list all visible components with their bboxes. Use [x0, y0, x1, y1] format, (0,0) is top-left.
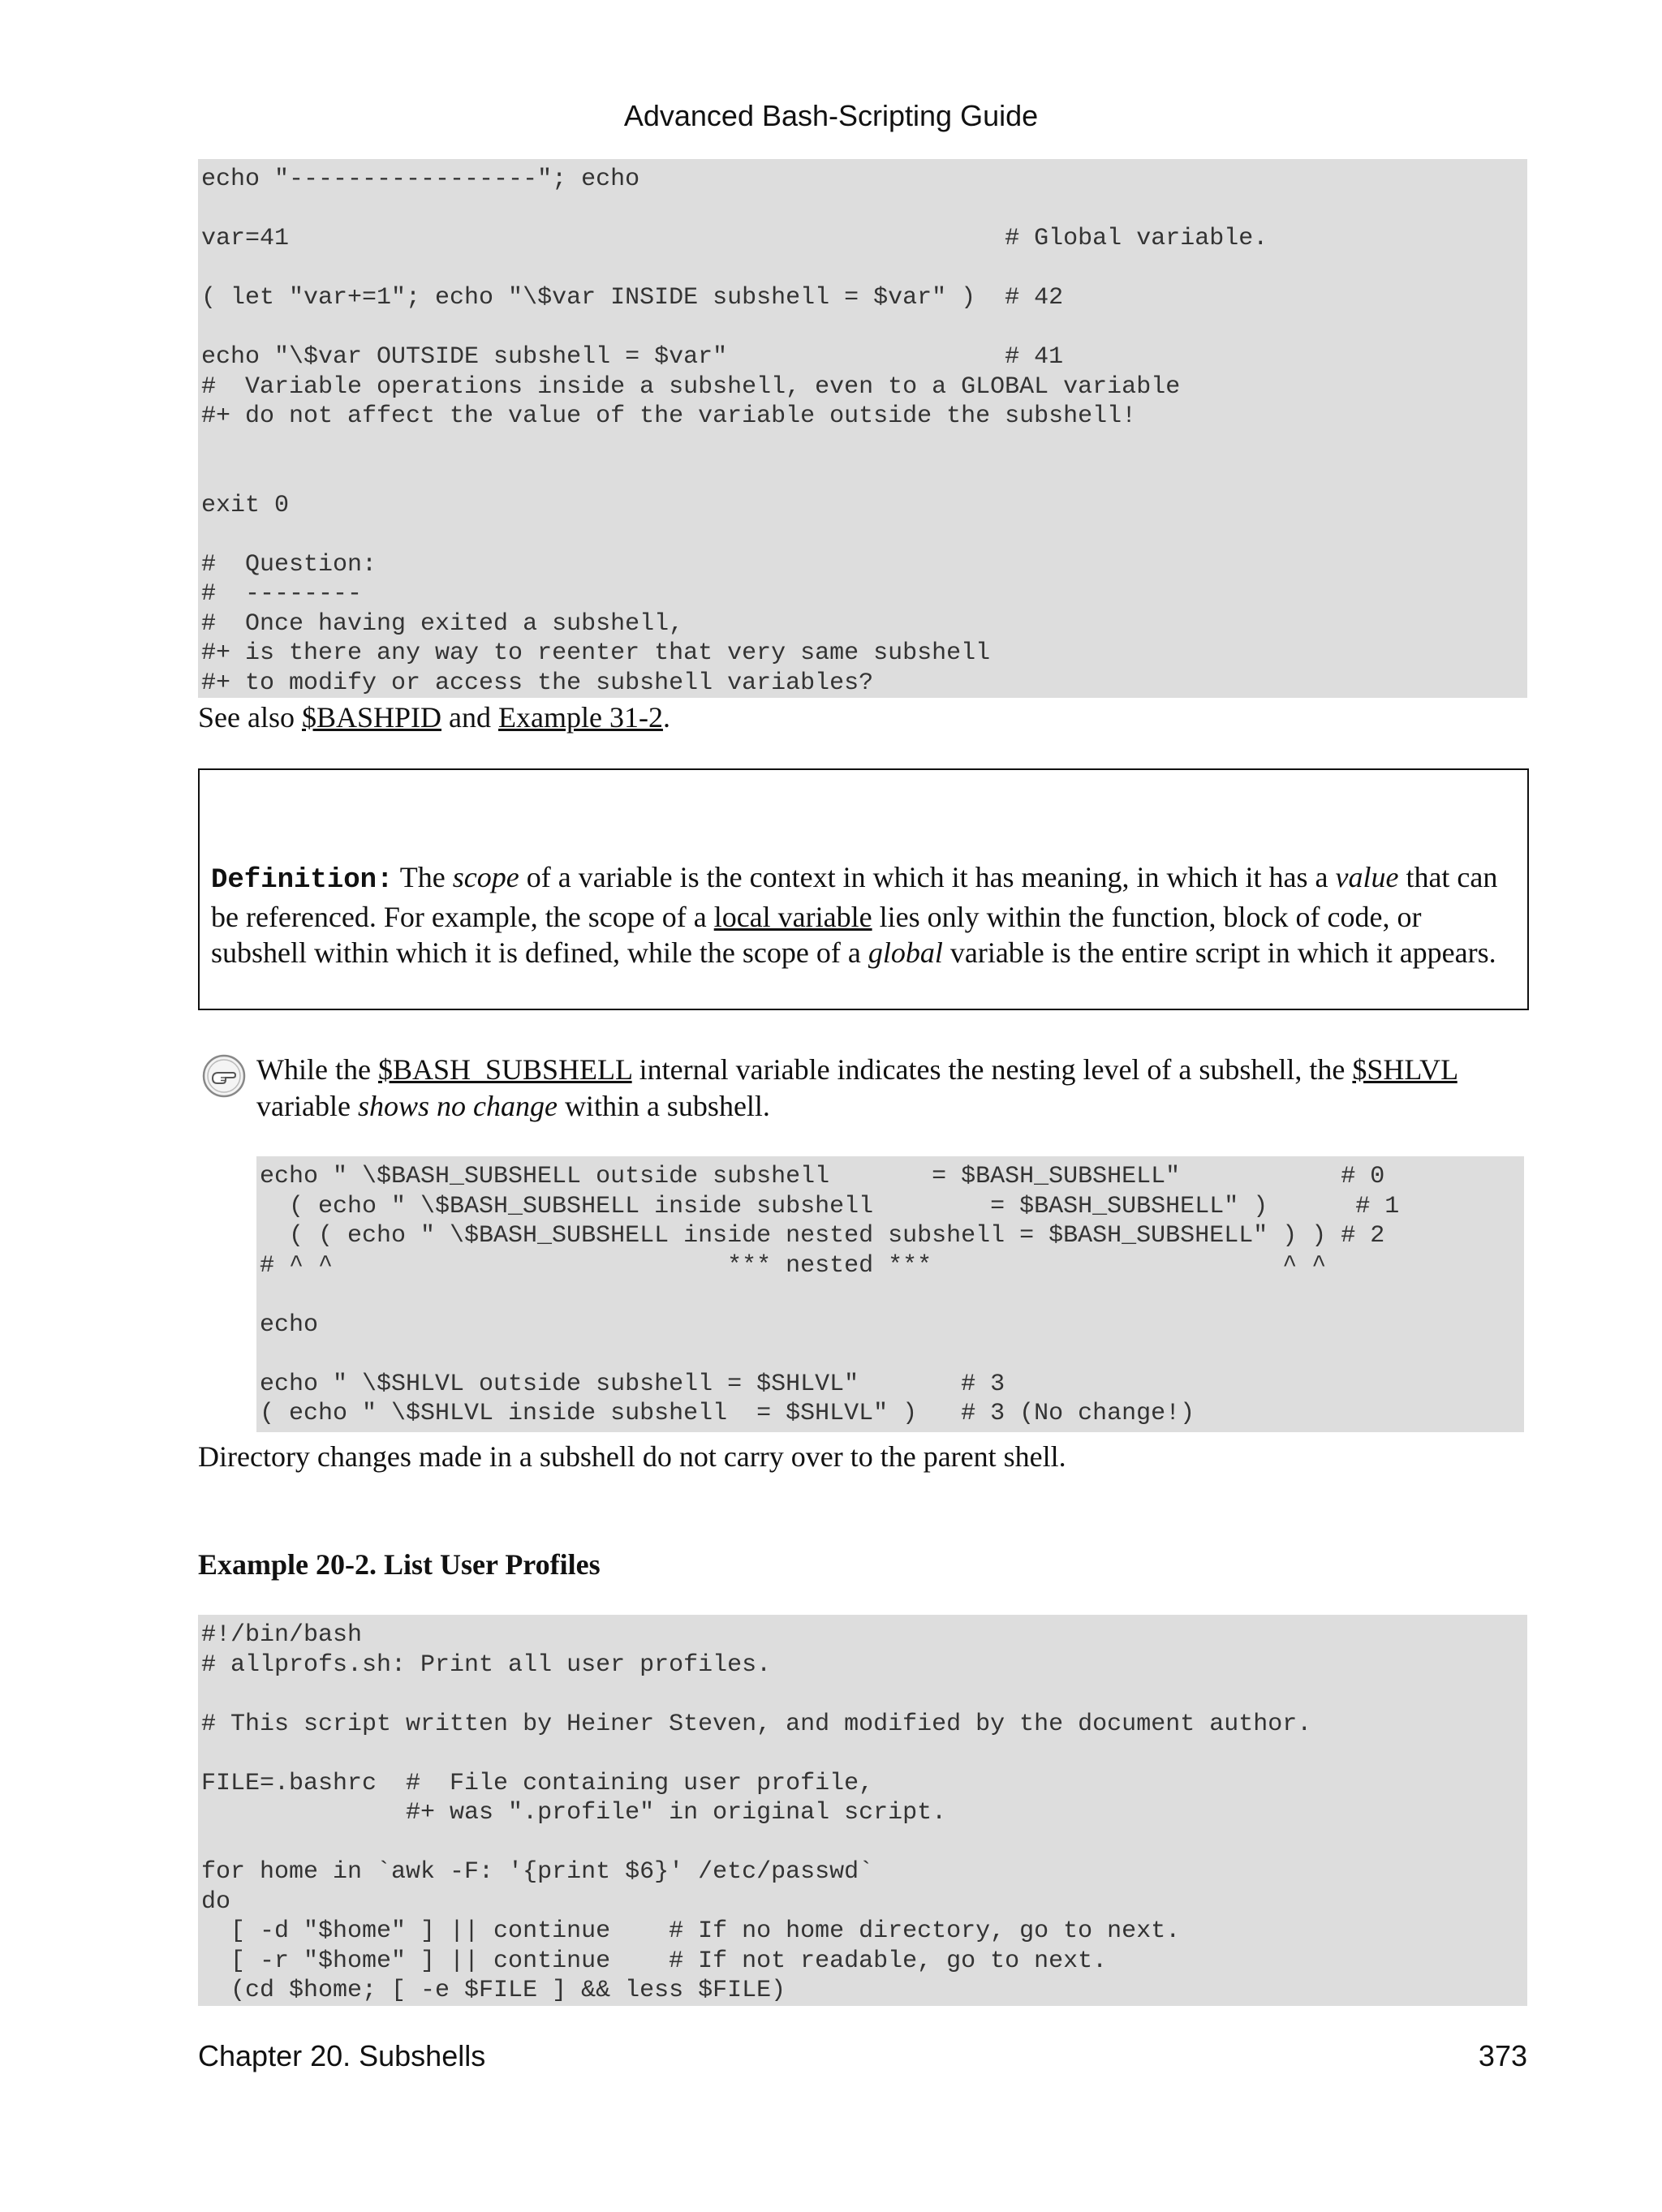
code-block-allprofs: #!/bin/bash # allprofs.sh: Print all user profiles. # This script written by Heiner Steven, and modified by the document author. FILE=.bashrc # File containing user profile, #+ was ".profile" in original script. for home in `awk -F: '{print $6}' /etc/passwd` do [ -d "$home" ] || continue # If no home directory, go to next. [ -r "$home" ] || continue # If not readable, go to next. (cd $home; [ -e $FILE ] && less $FILE) [198, 1615, 1527, 2006]
code-block-bash-subshell: echo " \$BASH_SUBSHELL outside subshell = $BASH_SUBSHELL" # 0 ( echo " \$BASH_SUBSHELL inside subshell = $BASH_SUBSHELL" ) # 1 ( ( echo " \$BASH_SUBSHELL inside nested subshell = $BASH_SUBSHELL" ) ) # 2 # ^ ^ *** nested *** ^ ^ echo echo " \$SHLVL outside subshell = $SHLVL" # 3 ( echo " \$SHLVL inside subshell = $SHLVL" ) # 3 (No change!) [256, 1156, 1524, 1432]
definition-global: global [868, 936, 943, 969]
note-pointing-hand-icon [201, 1053, 247, 1099]
example-title: Example 20-2. List User Profiles [198, 1548, 601, 1581]
definition-scope: scope [452, 861, 519, 893]
definition-text-4: lies only within the function, block of code, or subshell within which it is defined, while the scope of a [211, 900, 1422, 969]
definition-text-2: of a variable is the context in which it has meaning, in which it has a [519, 861, 1336, 893]
see-also-prefix: See also [198, 701, 302, 734]
link-example-31-2[interactable]: Example 31-2 [498, 701, 663, 734]
footer-chapter: Chapter 20. Subshells [198, 2039, 486, 2072]
definition-box [198, 768, 1529, 1010]
note-text-3: variable [256, 1090, 358, 1122]
definition-text-5: variable is the entire script in which it appears. [942, 936, 1496, 969]
note-text-1: While the [256, 1053, 378, 1086]
running-header: Advanced Bash-Scripting Guide [623, 99, 1039, 132]
note-emphasis: shows no change [357, 1090, 558, 1122]
directory-changes-paragraph: Directory changes made in a subshell do not carry over to the parent shell. [198, 1440, 1066, 1473]
definition-text-3: that can be referenced. For example, the scope of a [211, 861, 1498, 933]
see-also-suffix: . [662, 701, 670, 734]
link-bashpid[interactable]: $BASHPID [301, 701, 442, 734]
note-text-2: internal variable indicates the nesting level of a subshell, the [631, 1053, 1353, 1086]
link-local-variable[interactable]: local variable [713, 900, 872, 933]
link-bash-subshell[interactable]: $BASH_SUBSHELL [377, 1053, 632, 1086]
definition-value: value [1335, 861, 1399, 893]
note-text-4: within a subshell. [557, 1090, 770, 1122]
definition-text-1: The [393, 861, 453, 893]
note-text [256, 1052, 1539, 1125]
link-shlvl[interactable]: $SHLVL [1352, 1053, 1457, 1086]
see-also-middle: and [441, 701, 498, 734]
code-block-subshell-scope: echo "-----------------"; echo var=41 # Global variable. ( let "var+=1"; echo "\$var INSIDE subshell = $var" ) # 42 echo "\$var OUTSIDE subshell = $var" # 41 # Variable operations inside a subshell, even to a GLOBAL variable #+ do not affect the value of the variable outside the subshell! exit 0 # Question: # -------- # Once having exited a subshell, #+ is there any way to reenter that very same subshell #+ to modify or access the subshell variables? [198, 159, 1527, 698]
see-also-paragraph [198, 699, 670, 735]
definition-term: Definition: [211, 865, 394, 896]
footer-page-number: 373 [1478, 2039, 1527, 2072]
